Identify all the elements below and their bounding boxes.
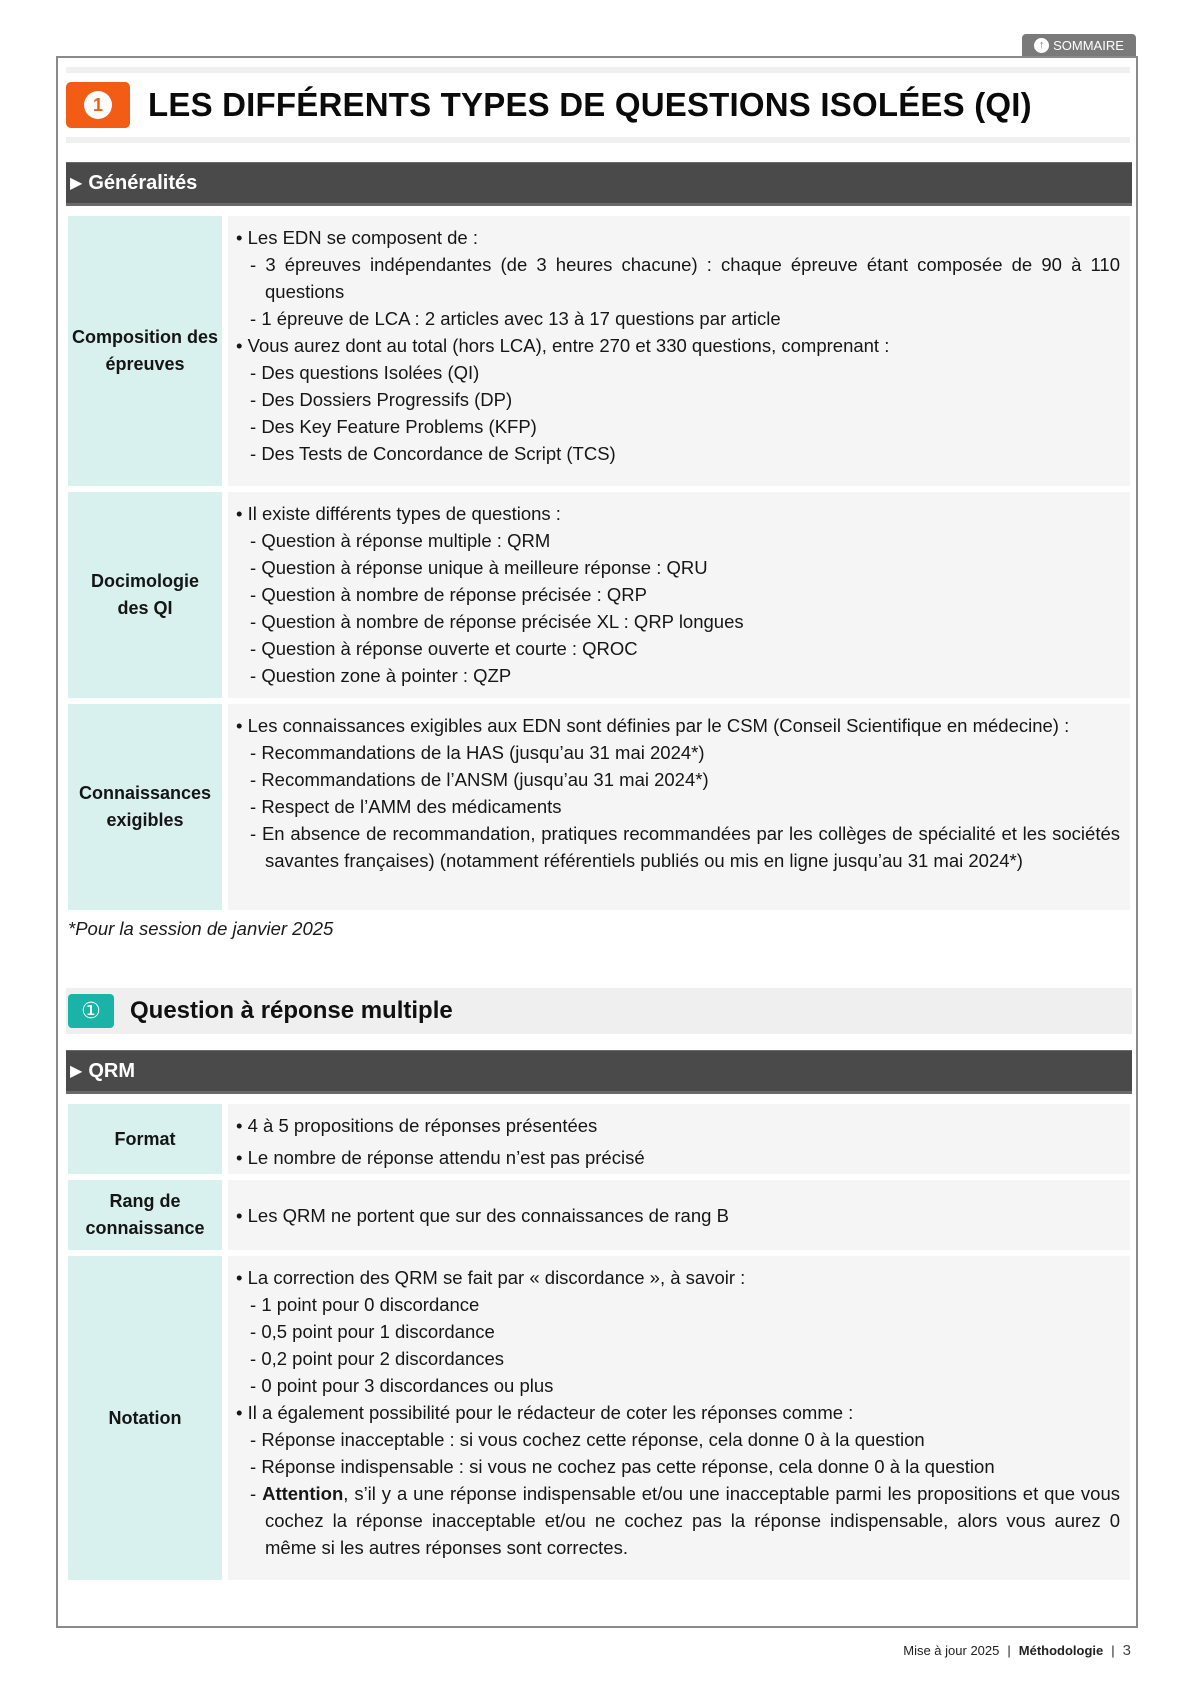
bullet-item: • Les QRM ne portent que sur des connaissances de rang B <box>236 1204 729 1226</box>
item-text: Le nombre de réponse attendu n’est pas précisé <box>247 1147 645 1168</box>
bullet-item: • Les connaissances exigibles aux EDN sont définies par le CSM (Conseil Scientifique en médecine) : <box>236 715 1070 736</box>
item-text: Des Dossiers Progressifs (DP) <box>261 389 513 410</box>
row-label: Format <box>68 1104 222 1174</box>
page-footer <box>903 1642 1131 1659</box>
table-row <box>68 1256 1130 1580</box>
dash-item: - 1 épreuve de LCA : 2 articles avec 13 à 17 questions par article <box>250 308 781 329</box>
item-text: Question à nombre de réponse précisée : QRP <box>261 584 647 605</box>
footer-section: Méthodologie <box>1018 1643 1104 1658</box>
item-text: Les EDN se composent de : <box>247 227 478 248</box>
bullet-item: • Il a également possibilité pour le rédacteur de coter les réponses comme : <box>236 1402 854 1423</box>
title-divider-bottom <box>66 137 1130 143</box>
footer-update: Mise à jour 2025 <box>903 1643 1000 1658</box>
item-text: En absence de recommandation, pratiques recommandées par les collèges de spécialité et les sociétés savantes françaises) (notamment référentiels publiés ou mis en ligne jusqu’au 31 mai 2024*) <box>261 823 1120 871</box>
chapter-number-badge <box>66 82 130 128</box>
item-text: , s’il y a une réponse indispensable et/ou une inacceptable parmi les propositions et que vous cochez la réponse inacceptable et/ou ne cochez pas la réponse indispensable, alors vous aurez 0 même si les autres réponses sont correctes. <box>265 1483 1120 1558</box>
dash-item: - Des Key Feature Problems (KFP) <box>250 416 537 437</box>
table-row <box>68 1180 1130 1250</box>
row-label: Composition des épreuves <box>68 216 222 486</box>
section-bar-qrm <box>66 1050 1132 1094</box>
bullet-item: • Les EDN se composent de : <box>236 227 478 248</box>
sommaire-button[interactable] <box>1022 34 1136 56</box>
table-row <box>68 216 1130 486</box>
section-bar-generalites <box>66 162 1132 206</box>
dash-item: - Des Tests de Concordance de Script (TCS) <box>250 443 616 464</box>
dash-item: - Respect de l’AMM des médicaments <box>250 796 562 817</box>
footer-separator: | <box>1111 1643 1115 1658</box>
dash-item: - Des Dossiers Progressifs (DP) <box>250 389 513 410</box>
row-content <box>228 1104 1130 1174</box>
dash-item: - 0,5 point pour 1 discordance <box>250 1321 495 1342</box>
dash-item: - 0 point pour 3 discordances ou plus <box>250 1375 554 1396</box>
item-text: Recommandations de l’ANSM (jusqu’au 31 mai 2024*) <box>261 769 709 790</box>
dash-item: - Réponse inacceptable : si vous cochez cette réponse, cela donne 0 à la question <box>250 1429 925 1450</box>
dash-item: - 0,2 point pour 2 discordances <box>250 1348 505 1369</box>
row-label-text: Docimologie des QI <box>90 571 199 618</box>
item-text: Les QRM ne portent que sur des connaissances de rang B <box>247 1204 729 1226</box>
title-divider-top <box>66 67 1130 73</box>
dash-item: - Question à nombre de réponse précisée : QRP <box>250 584 647 605</box>
item-text: Des Tests de Concordance de Script (TCS) <box>261 443 616 464</box>
item-text: 0,5 point pour 1 discordance <box>261 1321 495 1342</box>
item-text: Vous aurez dont au total (hors LCA), entre 270 et 330 questions, comprenant : <box>247 335 890 356</box>
chapter-header <box>66 82 1032 128</box>
row-content <box>228 1180 1130 1250</box>
subsection-title: Question à réponse multiple <box>130 997 453 1024</box>
row-content <box>228 1256 1130 1580</box>
page-number: 3 <box>1122 1642 1131 1659</box>
item-text: 0 point pour 3 discordances ou plus <box>261 1375 554 1396</box>
item-text: Des Key Feature Problems (KFP) <box>261 416 537 437</box>
table-row <box>68 492 1130 698</box>
row-label-text: Rang de connaissance <box>85 1191 205 1238</box>
row-label <box>68 1180 222 1250</box>
dash-item: - Recommandations de l’ANSM (jusqu’au 31 mai 2024*) <box>250 769 709 790</box>
item-text: Respect de l’AMM des médicaments <box>261 796 562 817</box>
play-triangle-icon: ▶ <box>70 175 83 192</box>
item-text: 0,2 point pour 2 discordances <box>261 1348 505 1369</box>
play-triangle-icon: ▶ <box>70 1063 83 1080</box>
footer-separator: | <box>1007 1643 1011 1658</box>
dash-item: - 3 épreuves indépendantes (de 3 heures chacune) : chaque épreuve étant composée de 90 à 110 questions <box>250 254 1120 302</box>
row-label <box>68 492 222 698</box>
table-row <box>68 1104 1130 1174</box>
item-text: Les connaissances exigibles aux EDN sont définies par le CSM (Conseil Scientifique en médecine) : <box>247 715 1070 736</box>
table-row <box>68 704 1130 910</box>
dash-item: - Question à nombre de réponse précisée XL : QRP longues <box>250 611 744 632</box>
row-label: Notation <box>68 1256 222 1580</box>
item-text: Recommandations de la HAS (jusqu’au 31 mai 2024*) <box>261 742 705 763</box>
subsection-number-badge <box>68 994 114 1028</box>
dash-item: - Question zone à pointer : QZP <box>250 665 512 686</box>
item-text: Des questions Isolées (QI) <box>261 362 480 383</box>
row-label: Connaissances exigibles <box>68 704 222 910</box>
item-text: Il a également possibilité pour le rédacteur de coter les réponses comme : <box>247 1402 854 1423</box>
bullet-item: • 4 à 5 propositions de réponses présentées <box>236 1115 598 1136</box>
subsection-number: ① <box>81 998 101 1023</box>
dash-item: - Recommandations de la HAS (jusqu’au 31 mai 2024*) <box>250 742 705 763</box>
row-content <box>228 704 1130 910</box>
dash-item: - Question à réponse multiple : QRM <box>250 530 551 551</box>
dash-item: - Réponse indispensable : si vous ne cochez pas cette réponse, cela donne 0 à la question <box>250 1456 995 1477</box>
item-text: Question à réponse unique à meilleure réponse : QRU <box>261 557 708 578</box>
bullet-item: • La correction des QRM se fait par « discordance », à savoir : <box>236 1267 746 1288</box>
bullet-item: • Il existe différents types de questions : <box>236 503 561 524</box>
item-text: 1 épreuve de LCA : 2 articles avec 13 à 17 questions par article <box>261 308 781 329</box>
dash-item: - Des questions Isolées (QI) <box>250 362 480 383</box>
chapter-number: 1 <box>84 91 112 119</box>
dash-item: - Attention, s’il y a une réponse indispensable et/ou une inacceptable parmi les propositions et que vous cochez la réponse inacceptable et/ou ne cochez pas la réponse indispensable, alors vous aurez 0 même si les autres réponses sont correctes. <box>250 1483 1120 1558</box>
item-text: Réponse inacceptable : si vous cochez cette réponse, cela donne 0 à la question <box>261 1429 925 1450</box>
bullet-item: • Vous aurez dont au total (hors LCA), entre 270 et 330 questions, comprenant : <box>236 335 890 356</box>
page-title: LES DIFFÉRENTS TYPES DE QUESTIONS ISOLÉES (QI) <box>148 86 1032 123</box>
emphasis: Attention <box>262 1483 344 1504</box>
item-text: Réponse indispensable : si vous ne cochez pas cette réponse, cela donne 0 à la question <box>261 1456 995 1477</box>
item-text: Question à réponse multiple : QRM <box>261 530 551 551</box>
bullet-item: • Le nombre de réponse attendu n’est pas précisé <box>236 1147 645 1168</box>
item-text: 1 point pour 0 discordance <box>261 1294 480 1315</box>
item-text: Question zone à pointer : QZP <box>261 665 512 686</box>
arrow-up-circle-icon: ↑ <box>1034 38 1049 53</box>
dash-item: - En absence de recommandation, pratiques recommandées par les collèges de spécialité et les sociétés savantes françaises) (notamment référentiels publiés ou mis en ligne jusqu’au 31 mai 2024*) <box>250 823 1120 871</box>
item-text: Question à réponse ouverte et courte : QROC <box>261 638 638 659</box>
row-content <box>228 492 1130 698</box>
section-title: Généralités <box>88 171 198 194</box>
item-text: Question à nombre de réponse précisée XL : QRP longues <box>261 611 744 632</box>
row-content <box>228 216 1130 486</box>
footnote: *Pour la session de janvier 2025 <box>68 918 334 939</box>
dash-item: - Question à réponse ouverte et courte : QROC <box>250 638 638 659</box>
item-text: La correction des QRM se fait par « discordance », à savoir : <box>247 1267 746 1288</box>
subsection-header <box>66 988 1132 1034</box>
item-text: Il existe différents types de questions : <box>247 503 561 524</box>
section-title: QRM <box>88 1059 135 1082</box>
item-text: 4 à 5 propositions de réponses présentées <box>247 1115 598 1136</box>
sommaire-label: SOMMAIRE <box>1053 37 1124 53</box>
dash-item: - 1 point pour 0 discordance <box>250 1294 480 1315</box>
item-text: 3 épreuves indépendantes (de 3 heures chacune) : chaque épreuve étant composée de 90 à 110 questions <box>265 254 1120 302</box>
dash-item: - Question à réponse unique à meilleure réponse : QRU <box>250 557 708 578</box>
